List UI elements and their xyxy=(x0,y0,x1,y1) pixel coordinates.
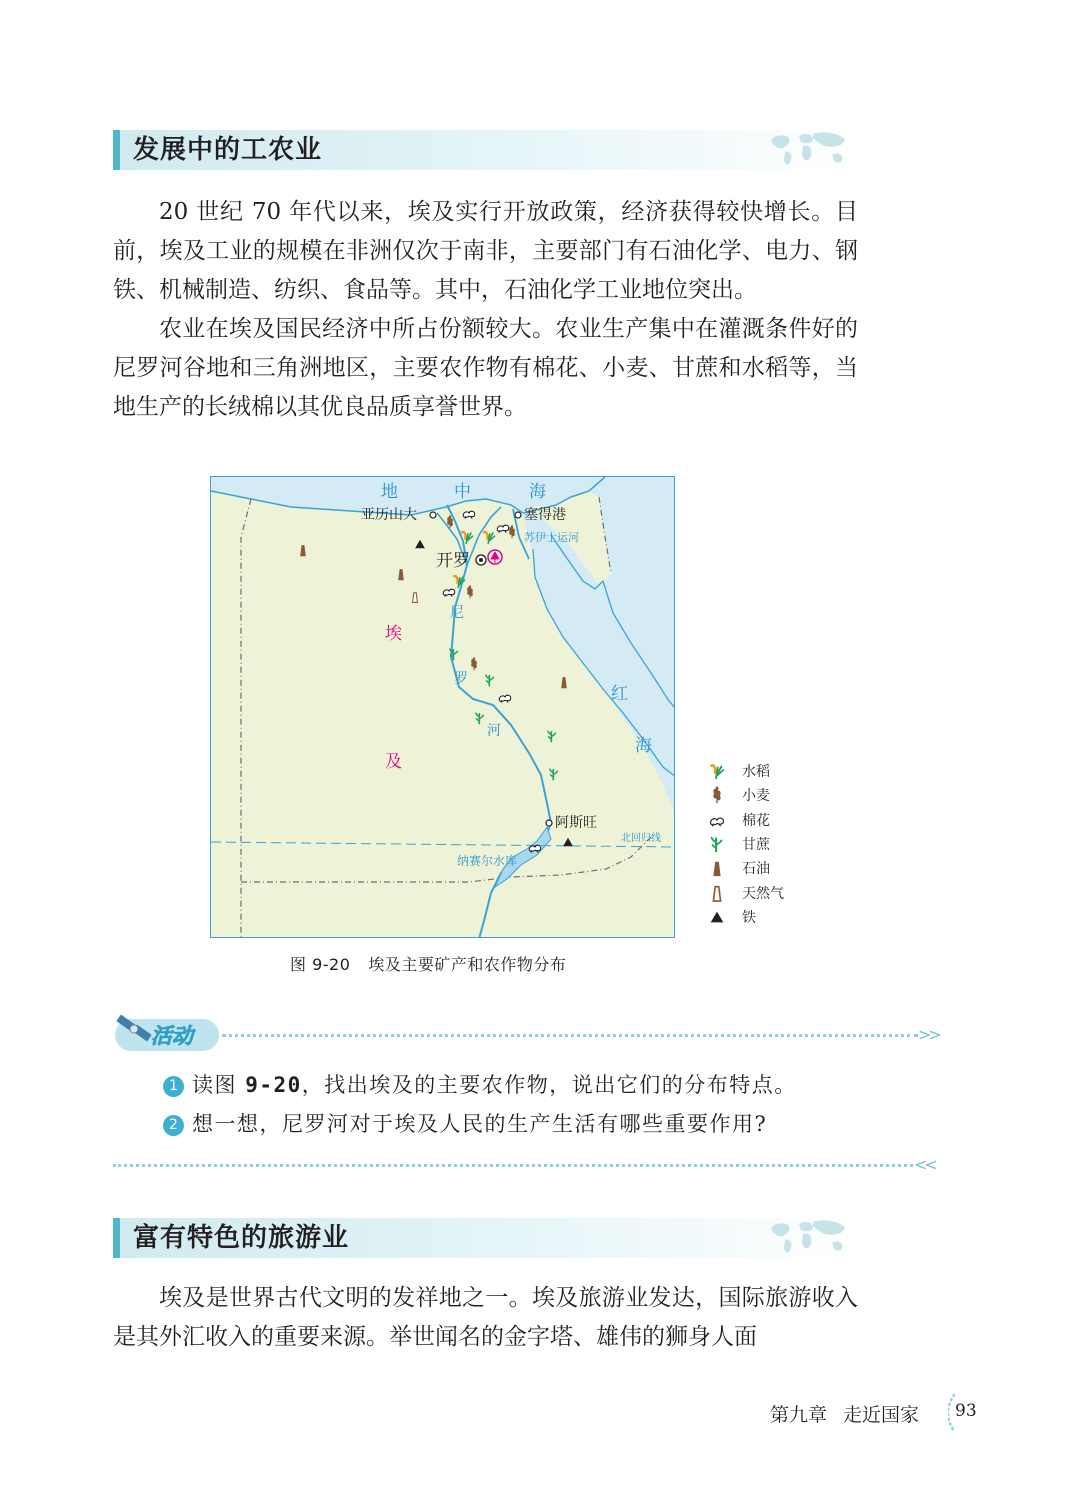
paragraph: 埃及是世界古代文明的发祥地之一。埃及旅游业发达，国际旅游收入是其外汇收入的重要来源。举世闻名的金字塔、雄伟的狮身人面 xyxy=(113,1285,858,1350)
industrial-center-icon xyxy=(488,550,502,564)
question-number: 1 xyxy=(163,1076,184,1097)
section-header-bar xyxy=(113,1218,120,1258)
river-label: 河 xyxy=(487,723,501,739)
activity-question: 2 想一想，尼罗河对于埃及人民的生产生活有哪些重要作用? xyxy=(163,1109,767,1139)
section-header-industry xyxy=(113,130,853,170)
legend-item: 甘蔗 xyxy=(706,832,784,856)
city-dot-aswan xyxy=(546,820,552,826)
map-canvas xyxy=(211,477,675,938)
activity-divider-top xyxy=(222,1034,918,1037)
river-label: 罗 xyxy=(454,671,468,687)
legend-item: 小麦 xyxy=(706,783,784,807)
country-label: 埃 xyxy=(385,624,402,644)
iron-icon xyxy=(706,908,728,926)
egypt-map xyxy=(210,476,675,938)
gas-icon xyxy=(413,593,418,603)
section-body-tourism xyxy=(113,1279,858,1357)
section-body-industry xyxy=(113,193,858,427)
sea-label: 海 xyxy=(529,482,546,502)
section-title: 发展中的工农业 xyxy=(133,135,323,165)
figure-title: 埃及主要矿产和农作物分布 xyxy=(368,955,567,974)
figure-number: 图 9-20 xyxy=(290,955,351,974)
city-label-aswan: 阿斯旺 xyxy=(555,815,597,831)
city-dot-port-said xyxy=(515,512,521,518)
page-footer xyxy=(770,1400,919,1427)
country-label: 及 xyxy=(385,752,402,772)
legend-item: 石油 xyxy=(706,856,784,880)
legend-item: 棉花 xyxy=(706,808,784,832)
map-legend xyxy=(706,759,784,929)
sea-label: 地 xyxy=(381,482,398,502)
suez-canal-label: 苏伊士运河 xyxy=(524,531,579,544)
rice-icon xyxy=(706,762,728,780)
figure-caption xyxy=(290,952,566,975)
activity-badge xyxy=(113,1013,223,1055)
paragraph: 农业在埃及国民经济中所占份额较大。农业生产集中在灌溉条件好的尼罗河谷地和三角洲地区，主要农作物有棉花、小麦、甘蔗和水稻等，当地生产的长绒棉以其优良品质享誉世界。 xyxy=(113,316,858,420)
paragraph: 20 世纪 70 年代以来，埃及实行开放政策，经济获得较快增长。目前，埃及工业的规模在非洲仅次于南非，主要部门有石油化学、电力、钢铁、机械制造、纺织、食品等。其中，石油化学工业地位突出。 xyxy=(113,199,858,303)
world-map-icon xyxy=(769,1218,849,1258)
activity-divider-bottom xyxy=(113,1164,913,1167)
gas-icon xyxy=(706,884,728,902)
activity-badge-label: 活动 xyxy=(151,1024,193,1048)
city-label-port-said: 塞得港 xyxy=(524,507,566,523)
section-header-bar xyxy=(113,130,120,170)
chapter-number: 第九章 xyxy=(770,1404,828,1426)
chapter-title: 走近国家 xyxy=(843,1404,920,1426)
tropic-label: 北回归线 xyxy=(621,833,661,844)
cotton-icon xyxy=(706,811,728,829)
activity-question: 1 读图 9-20，找出埃及的主要农作物，说出它们的分布特点。 xyxy=(163,1070,797,1100)
sea-label: 中 xyxy=(454,482,471,502)
wheat-icon xyxy=(706,786,728,804)
oil-icon xyxy=(706,859,728,877)
sea-label: 海 xyxy=(635,736,652,756)
chevron-right-icon: >> xyxy=(918,1025,939,1044)
legend-item: 水稻 xyxy=(706,759,784,783)
lake-nasser-label: 纳赛尔水库 xyxy=(457,854,518,868)
section-header-tourism xyxy=(113,1218,853,1258)
legend-item: 天然气 xyxy=(706,880,784,904)
chevron-left-icon: << xyxy=(914,1155,935,1174)
city-label-cairo: 开罗 xyxy=(436,551,470,571)
question-number: 2 xyxy=(163,1115,184,1136)
sugarcane-icon xyxy=(706,835,728,853)
sea-label: 红 xyxy=(611,684,628,704)
page-number: 93 xyxy=(948,1393,978,1433)
city-dot-alexandria xyxy=(430,512,436,518)
world-map-icon xyxy=(769,130,849,170)
section-title: 富有特色的旅游业 xyxy=(133,1223,350,1253)
city-label-alexandria: 亚历山大 xyxy=(361,507,417,523)
legend-item: 铁 xyxy=(706,905,784,929)
river-label: 尼 xyxy=(450,605,464,621)
